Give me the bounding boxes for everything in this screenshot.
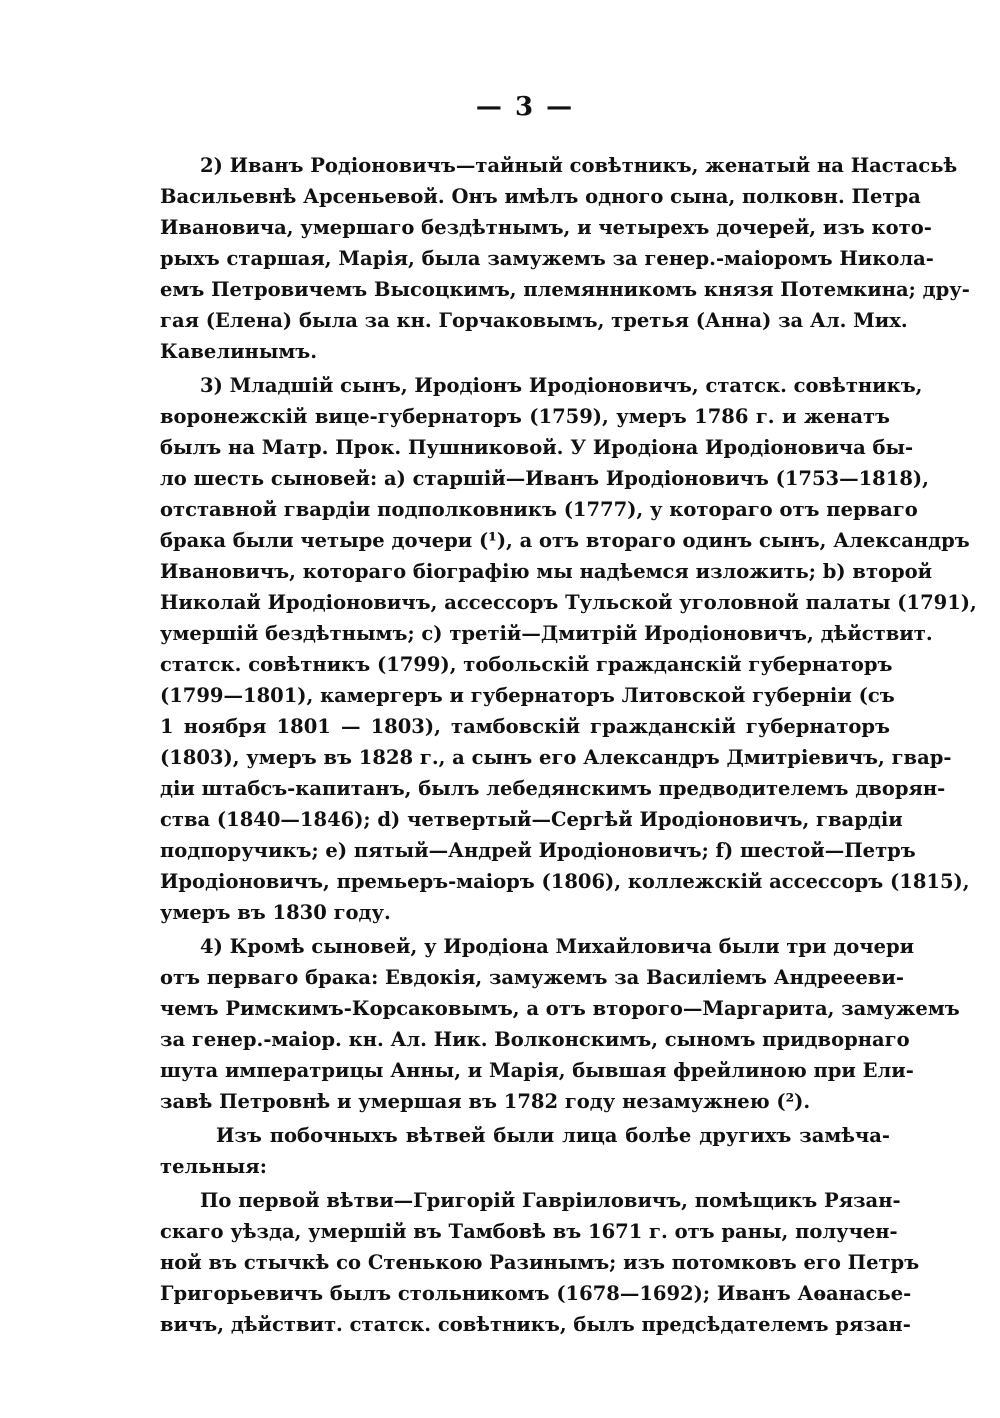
text-line: завѣ Петровнѣ и умершая въ 1782 году незамужнею (²).: [160, 1090, 811, 1113]
body-text: [160, 150, 977, 1343]
text-line: статск. совѣтникъ (1799), тобольскій гражданскій губернаторъ: [160, 653, 893, 676]
text-line: Иродіоновичъ, премьеръ-маіоръ (1806), коллежскій ассессоръ (1815),: [160, 870, 970, 893]
text-line: умеръ въ 1830 году.: [160, 901, 391, 924]
text-line: 4) Кромѣ сыновей, у Иродіона Михайловича были три дочери: [200, 935, 915, 958]
text-line: діи штабсъ-капитанъ, былъ лебедянскимъ предводителемъ дворян-: [160, 777, 946, 800]
text-line: подпоручикъ; e) пятый—Андрей Иродіоновичъ; f) шестой—Петръ: [160, 839, 916, 862]
text-line: По первой вѣтви—Григорій Гавріиловичъ, помѣщикъ Рязан-: [200, 1189, 901, 1212]
text-line: брака были четыре дочери (¹), а отъ втораго одинъ сынъ, Александръ: [160, 529, 970, 552]
text-line: скаго уѣзда, умершій въ Тамбовѣ въ 1671 г. отъ раны, получен-: [160, 1220, 898, 1243]
text-line: емъ Петровичемъ Высоцкимъ, племянникомъ князя Потемкина; дру-: [160, 278, 970, 301]
paragraph-3: [160, 931, 960, 1117]
text-line: вичъ, дѣйствит. статск. совѣтникъ, былъ предсѣдателемъ рязан-: [160, 1313, 911, 1336]
text-line: ной въ стычкѣ со Стенькою Разинымъ; изъ потомковъ его Петръ: [160, 1251, 920, 1274]
text-line: гая (Елена) была за кн. Горчаковымъ, третья (Анна) за Ал. Мих.: [160, 309, 908, 332]
text-line: тельныя:: [160, 1155, 267, 1178]
paragraph-5: [160, 1185, 920, 1340]
text-line: (1803), умеръ въ 1828 г., а сынъ его Александръ Дмитріевичъ, гвар-: [160, 746, 952, 769]
text-line: ло шесть сыновей: а) старшій—Иванъ Иродіоновичъ (1753—1818),: [160, 467, 929, 490]
text-line: Васильевнѣ Арсеньевой. Онъ имѣлъ одного сына, полковн. Петра: [160, 185, 921, 208]
text-line: 2) Иванъ Родіоновичъ—тайный совѣтникъ, женатый на Настасьѣ: [200, 154, 958, 177]
text-line: Ивановичъ, котораго біографію мы надѣемся изложить; b) второй: [160, 560, 933, 583]
text-line: ства (1840—1846); d) четвертый—Сергѣй Иродіоновичъ, гвардіи: [160, 808, 903, 831]
page-number: — 3 —: [475, 92, 575, 122]
text-line: былъ на Матр. Прок. Пушниковой. У Иродіона Иродіоновича бы-: [160, 436, 914, 459]
text-line: чемъ Римскимъ-Корсаковымъ, а отъ второго—Маргарита, замужемъ: [160, 997, 960, 1020]
text-line: (1799—1801), камергеръ и губернаторъ Литовской губерніи (съ: [160, 684, 895, 707]
paragraph-1: [160, 150, 970, 367]
document-page: [160, 0, 977, 1418]
text-line: за генер.-маіор. кн. Ал. Ник. Волконскимъ, сыномъ придворнаго: [160, 1028, 910, 1051]
text-line: Кавелинымъ.: [160, 340, 318, 363]
text-line: 1 ноября 1801 — 1803), тамбовскій гражданскій губернаторъ: [160, 715, 890, 738]
paragraph-4: [160, 1120, 890, 1182]
text-line: 3) Младшій сынъ, Иродіонъ Иродіоновичъ, статск. совѣтникъ,: [200, 374, 923, 397]
text-line: шута императрицы Анны, и Марія, бывшая фрейлиною при Ели-: [160, 1059, 914, 1082]
paragraph-2: [160, 370, 977, 928]
text-line: Изъ побочныхъ вѣтвей были лица болѣе другихъ замѣча-: [216, 1124, 890, 1147]
text-line: Григорьевичъ былъ стольникомъ (1678—1692); Иванъ Аѳанасье-: [160, 1282, 912, 1305]
text-line: умершій бездѣтнымъ; c) третій—Дмитрій Иродіоновичъ, дѣйствит.: [160, 622, 933, 645]
text-line: отставной гвардіи подполковникъ (1777), у котораго отъ перваго: [160, 498, 918, 521]
text-line: Ивановича, умершаго бездѣтнымъ, и четырехъ дочерей, изъ кото-: [160, 216, 932, 239]
text-line: Николай Иродіоновичъ, ассессоръ Тульской уголовной палаты (1791),: [160, 591, 977, 614]
text-line: отъ перваго брака: Евдокія, замужемъ за Василіемъ Андреееви-: [160, 966, 904, 989]
text-line: воронежскій вице-губернаторъ (1759), умеръ 1786 г. и женатъ: [160, 405, 890, 428]
text-line: рыхъ старшая, Марія, была замужемъ за генер.-маіоромъ Никола-: [160, 247, 934, 270]
